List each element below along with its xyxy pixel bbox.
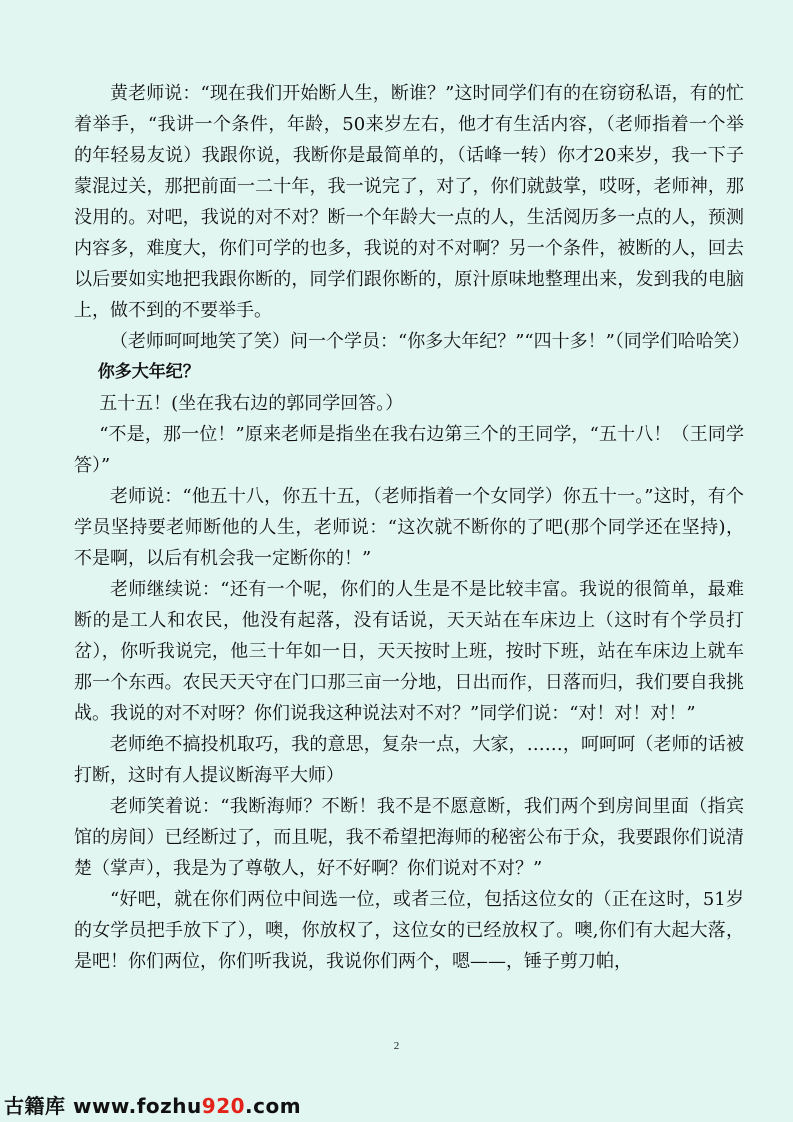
watermark-accent: 920 [201,1094,246,1118]
paragraph-6: 老师说：“他五十八，你五十五，（老师指着一个女同学）你五十一。”这时，有个学员坚持要老师断他的人生，老师说：“这次就不断你的了吧(那个同学还在坚持)，不是啊，以后有机会我一定断你的！” [74,486,744,569]
watermark-suffix: .com [245,1094,302,1118]
paragraph-9: 老师笑着说：“我断海师？不断！我不是不愿意断，我们两个到房间里面（指宾馆的房间）已经断过了，而且呢，我不希望把海师的秘密公布于众，我要跟你们说清楚（掌声），我是为了尊敬人，好不好啊？你们说对不对？” [74,796,744,879]
paragraph-10: “好吧，就在你们两位中间选一位，或者三位，包括这位女的（正在这时，51岁的女学员把手放下了），噢，你放权了，这位女的已经放权了。噢,你们有大起大落，是吧！你们两位，你们听我说，我说你们两个，嗯——，锤子剪刀帕， [74,889,744,972]
watermark-prefix: 古籍库 www.fozhu [4,1094,202,1118]
page-number: 2 [393,1040,400,1052]
paragraph-4: 五十五！(坐在我右边的郭同学回答。） [99,393,404,414]
paragraph-8: 老师绝不搞投机取巧，我的意思，复杂一点，大家，……，呵呵呵（老师的话被打断，这时有人提议断海平大师） [74,734,744,786]
paragraph-7: 老师继续说：“还有一个呢，你们的人生是不是比较丰富。我说的很简单，最难断的是工人和农民，他没有起落，没有话说，天天站在车床边上（这时有个学员打岔），你听我说完，他三十年如一日，天天按时上班，按时下班，站在车床边上就车那一个东西。农民天天守在门口那三亩一分地，日出而作，日落而归，我们要自我挑战。我说的对不对呀？你们说我这种说法对不对？”同学们说：“对！对！对！” [74,579,744,724]
paragraph-3: 你多大年纪？ [97,362,200,382]
site-watermark [4,1090,301,1119]
paragraph-1: 黄老师说：“现在我们开始断人生，断谁？”这时同学们有的在窃窃私语，有的忙着举手，“我讲一个条件，年龄，50来岁左右，他才有生活内容，（老师指着一个举的年轻易友说）我跟你说，我断你是最简单的，（话峰一转）你才20来岁，我一下子蒙混过关，那把前面一二十年，我一说完了，对了，你们就鼓掌，哎呀，老师神，那没用的。对吧，我说的对不对？断一个年龄大一点的人，生活阅历多一点的人，预测内容多，难度大，你们可学的也多，我说的对不对啊？另一个条件，被断的人，回去以后要如实地把我跟你断的，同学们跟你断的，原汁原味地整理出来，发到我的电脑上，做不到的不要举手。 [74,83,744,321]
document-body [74,78,750,977]
paragraph-5: “不是，那一位！”原来老师是指坐在我右边第三个的王同学，“五十八！（王同学答）” [74,424,744,476]
paragraph-2: （老师呵呵地笑了笑）问一个学员：“你多大年纪？”“四十多！”（同学们哈哈笑） [110,331,750,352]
